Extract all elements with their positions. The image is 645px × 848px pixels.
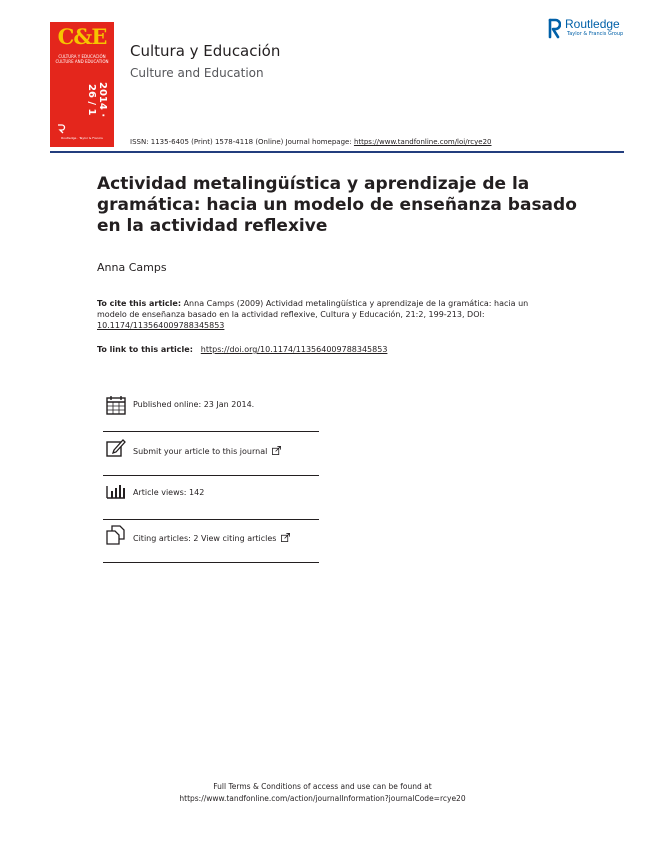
divider — [103, 475, 319, 476]
citation-label: To cite this article: — [97, 299, 182, 308]
divider — [103, 519, 319, 520]
article-title: Actividad metalingüística y aprendizaje de la gramática: hacia un modelo de enseñanza basado en la actividad reflexive — [97, 174, 577, 236]
cover-subtitle-en: CULTURE AND EDUCATION — [55, 59, 109, 64]
issn-line — [130, 138, 492, 146]
cover-logo: C&E — [57, 24, 107, 49]
article-url-link[interactable]: https://doi.org/10.1174/113564009788345853 — [200, 345, 388, 354]
submit-row[interactable] — [103, 438, 319, 478]
article-views: Article views: 142 — [133, 488, 205, 497]
routledge-logo-icon — [547, 18, 561, 40]
footer-terms-link[interactable]: https://www.tandfonline.com/action/journalInformation?journalCode=rcye20 — [179, 794, 466, 803]
routledge-mark-icon — [56, 124, 66, 134]
citation-text: Anna Camps (2009) Actividad metalingüística y aprendizaje de la gramática: hacia un modelo de enseñanza basado en la actividad reflexive, Cultura y Educación, 21:2, 199-213, DOI: — [97, 299, 529, 319]
cover-volume: 2014 · 26 / 1 — [86, 82, 108, 118]
external-link-icon — [281, 533, 290, 542]
citing-label: Citing articles: 2 View citing articles — [133, 534, 277, 543]
views-row — [103, 482, 319, 522]
article-link-line — [97, 345, 387, 354]
cover-subtitle: CULTURA Y EDUCACIÓN — [58, 54, 106, 59]
citing-articles-icon — [106, 525, 126, 545]
divider — [103, 562, 319, 563]
journal-cover — [50, 22, 114, 147]
journal-subtitle: Culture and Education — [130, 66, 264, 80]
bar-chart-icon — [106, 482, 126, 502]
footer-terms: Full Terms & Conditions of access and use can be found at — [213, 782, 432, 791]
edit-icon — [106, 438, 126, 458]
link-label: To link to this article: — [97, 345, 196, 354]
calendar-icon — [106, 395, 126, 415]
header-rule — [50, 151, 624, 153]
divider — [103, 431, 319, 432]
journal-homepage-link[interactable]: https://www.tandfonline.com/loi/rcye20 — [353, 138, 492, 146]
publisher-tagline: Taylor & Francis Group — [567, 31, 624, 37]
article-author: Anna Camps — [97, 261, 167, 274]
published-date: Published online: 23 Jan 2014. — [133, 400, 255, 409]
doi-link[interactable]: 10.1174/113564009788345853 — [97, 321, 225, 330]
submit-label: Submit your article to this journal — [133, 447, 268, 456]
external-link-icon — [272, 446, 281, 455]
cover-footer: Routledge · Taylor & Francis — [61, 136, 103, 140]
view-citing-articles-link[interactable] — [133, 533, 290, 543]
citing-row[interactable] — [103, 525, 319, 565]
publisher-name: Routledge — [565, 17, 620, 31]
journal-title: Cultura y Educación — [130, 42, 281, 60]
submit-article-link[interactable] — [133, 446, 281, 456]
issn-text: ISSN: 1135-6405 (Print) 1578-4118 (Online) Journal homepage: — [130, 138, 354, 146]
published-row — [103, 395, 319, 435]
citation-block — [97, 298, 552, 331]
